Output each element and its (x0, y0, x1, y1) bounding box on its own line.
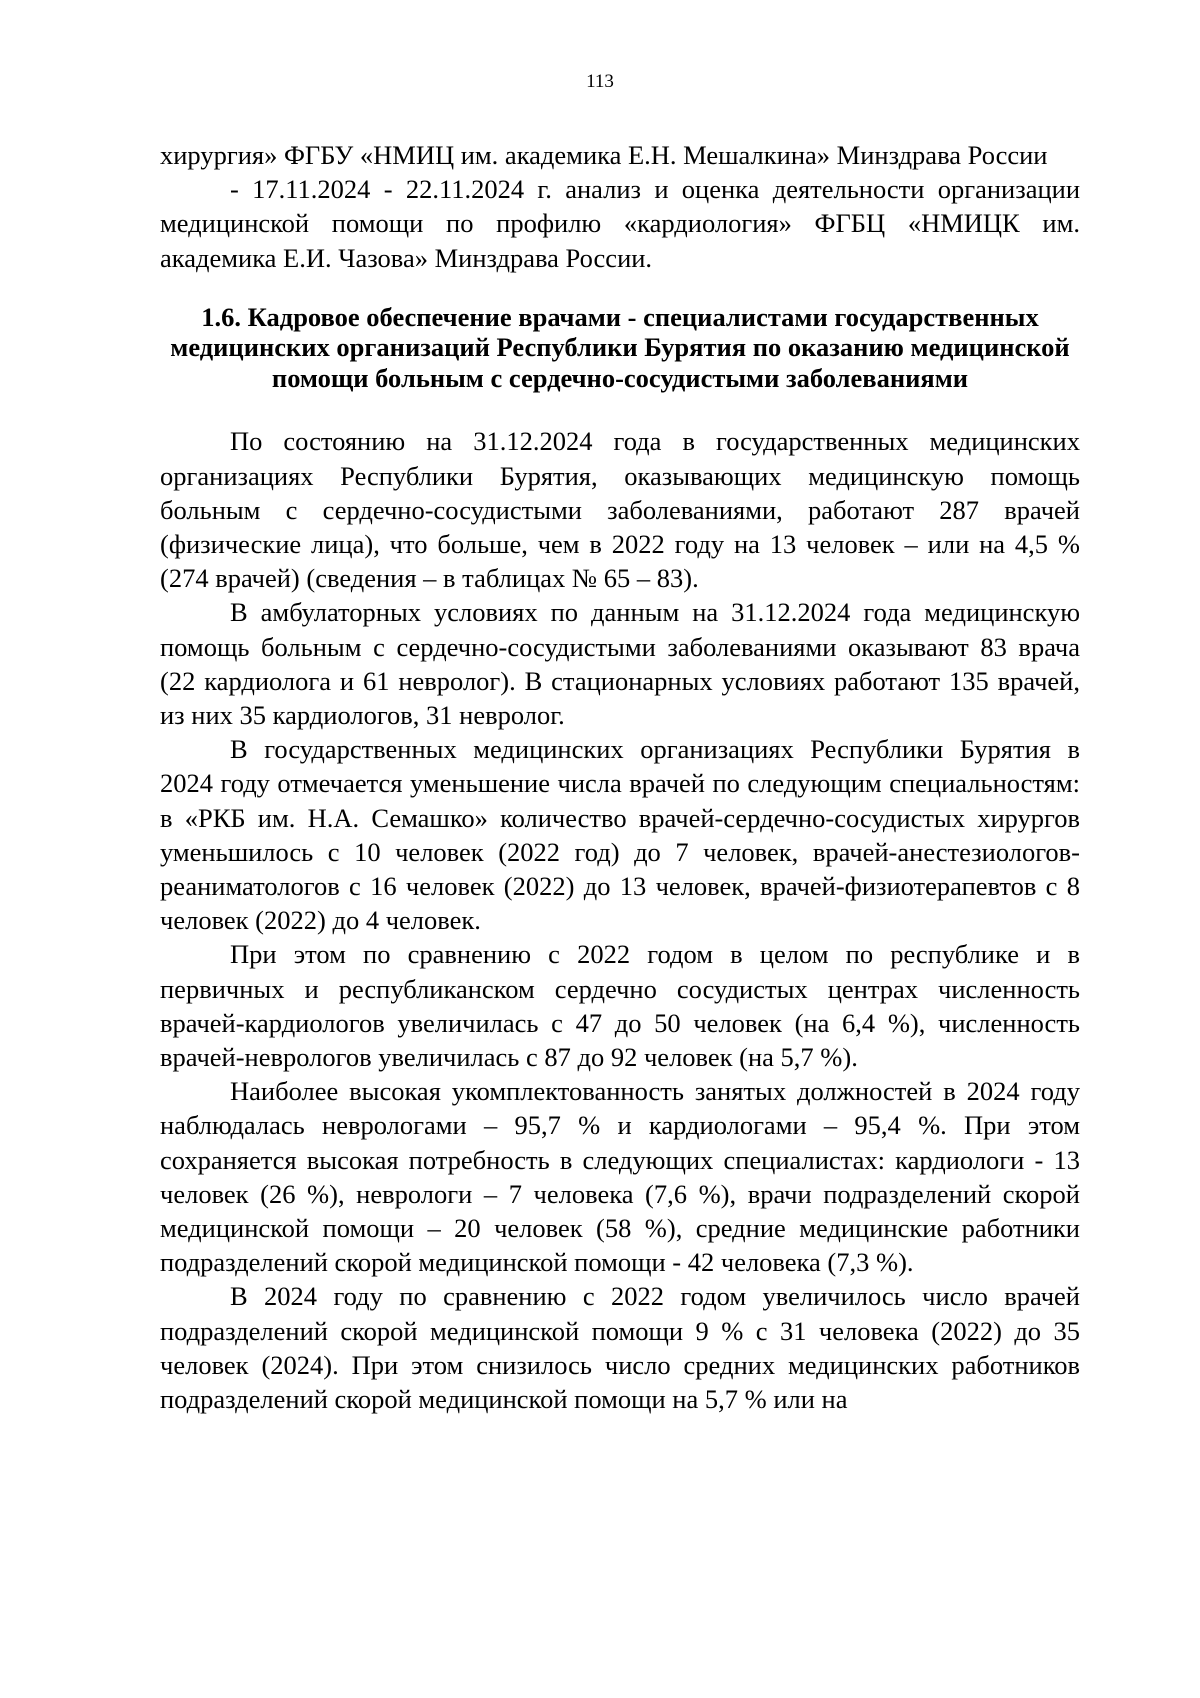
document-body (160, 138, 1080, 1416)
page-number: 113 (586, 71, 614, 92)
paragraph-ambulatory: В амбулаторных условиях по данным на 31.12.2024 года медицинскую помощь больным с сердечно-сосудистыми заболеваниями оказывают 83 врача (22 кардиолога и 61 невролог). В стационарных условиях работают 135 врачей, из них 35 кардиологов, 31 невролог. (160, 597, 1080, 730)
paragraph-decrease: В государственных медицинских организациях Республики Бурятия в 2024 году отмечается уменьшение числа врачей по следующим специальностям: в «РКБ им. Н.А. Семашко» количество врачей-сердечно-сосудистых хирургов уменьшилось с 10 человек (2022 год) до 7 человек, врачей-анестезиологов-реаниматологов с 16 человек (2022) до 13 человек, врачей-физиотерапевтов с 8 человек (2022) до 4 человек. (160, 734, 1080, 936)
paragraph-continuation: хирургия» ФГБУ «НМИЦ им. академика Е.Н. Мешалкина» Минздрава России (160, 140, 1048, 170)
paragraph-staffing-level: Наиболее высокая укомплектованность занятых должностей в 2024 году наблюдалась неврологами – 95,7 % и кардиологами – 95,4 %. При этом сохраняется высокая потребность в следующих специалистах: кардиологи - 13 человек (26 %), неврологи – 7 человека (7,6 %), врачи подразделений скорой медицинской помощи – 20 человек (58 %), средние медицинские работники подразделений скорой медицинской помощи - 42 человека (7,3 %). (160, 1076, 1080, 1278)
paragraph-staff-total: По состоянию на 31.12.2024 года в государственных медицинских организациях Республики Бурятия, оказывающих медицинскую помощь больным с сердечно-сосудистыми заболеваниями, работают 287 врачей (физические лица), что больше, чем в 2022 году на 13 человек – или на 4,5 % (274 врачей) (сведения – в таблицах № 65 – 83). (160, 426, 1080, 594)
section-heading: 1.6. Кадровое обеспечение врачами - специалистами государственных медицинских организаций Республики Бурятия по оказанию медицинской помощи больным с сердечно-сосудистыми заболеваниями (170, 301, 1070, 393)
paragraph-comparison: При этом по сравнению с 2022 годом в целом по республике и в первичных и республиканском сердечно сосудистых центрах численность врачей-кардиологов увеличилась с 47 до 50 человек (на 6,4 %), численность врачей-неврологов увеличилась с 87 до 92 человек (на 5,7 %). (160, 939, 1080, 1072)
paragraph-emergency-staff: В 2024 году по сравнению с 2022 годом увеличилось число врачей подразделений скорой медицинской помощи 9 % с 31 человека (2022) до 35 человек (2024). При этом снизилось число средних медицинских работников подразделений скорой медицинской помощи на 5,7 % или на (160, 1281, 1080, 1414)
paragraph-date-item: - 17.11.2024 - 22.11.2024 г. анализ и оценка деятельности организации медицинской помощи по профилю «кардиология» ФГБЦ «НМИЦК им. академика Е.И. Чазова» Минздрава России. (160, 174, 1080, 273)
